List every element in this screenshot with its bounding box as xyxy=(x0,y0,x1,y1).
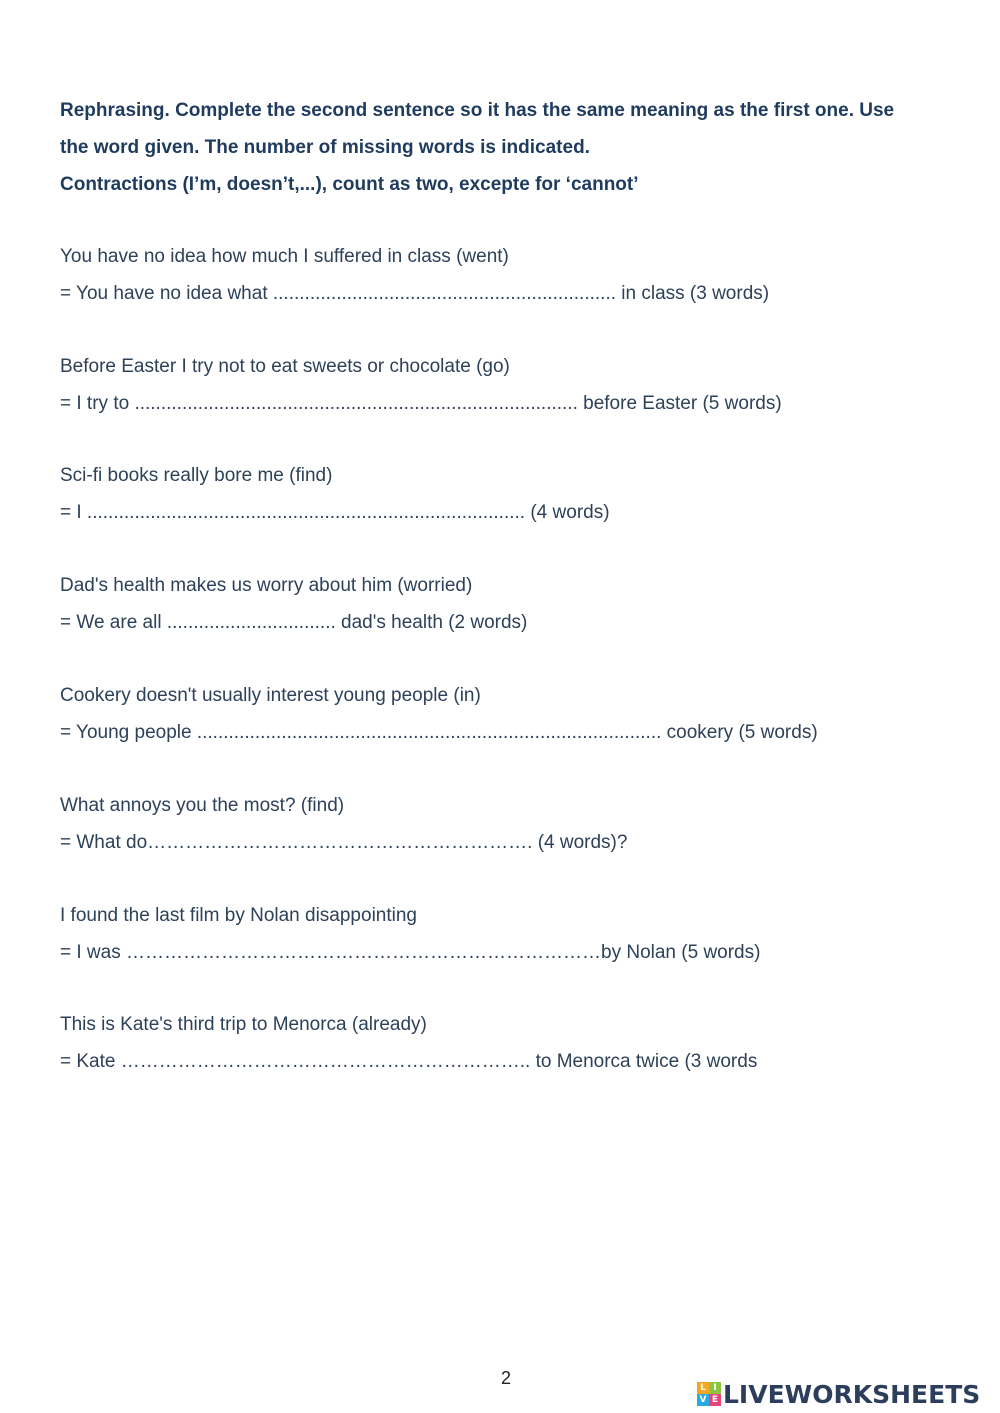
liveworksheets-logo-icon xyxy=(697,1382,721,1406)
logo-tile-i: I xyxy=(709,1382,721,1394)
exercise-4 xyxy=(60,567,527,641)
exercise-5 xyxy=(60,677,818,751)
exercise-6 xyxy=(60,787,627,861)
logo-tile-l: L xyxy=(697,1382,709,1394)
exercise-2 xyxy=(60,348,782,422)
exercise-answer-line[interactable]: = You have no idea what ................................................................. in class (3 words) xyxy=(60,283,770,304)
exercise-prompt: Dad's health makes us worry about him (worried) xyxy=(60,575,473,596)
liveworksheets-logo[interactable] xyxy=(697,1377,980,1411)
logo-tile-v: V xyxy=(697,1394,709,1406)
page-number: 2 xyxy=(500,1368,511,1388)
exercise-answer-line[interactable]: = Young people ........................................................................................ cookery (5 words) xyxy=(60,722,818,743)
logo-tile-e: E xyxy=(709,1394,721,1406)
instructions-line-2: the word given. The number of missing words is indicated. xyxy=(60,137,590,158)
exercise-prompt: Cookery doesn't usually interest young people (in) xyxy=(60,685,481,706)
exercise-prompt: What annoys you the most? (find) xyxy=(60,795,345,816)
exercise-answer-line[interactable]: = Kate ……………………………………………………….. to Menorca twice (3 words xyxy=(60,1051,758,1072)
exercise-8 xyxy=(60,1006,757,1080)
exercise-3 xyxy=(60,457,610,531)
exercise-1 xyxy=(60,238,769,312)
instructions-line-3: Contractions (I’m, doesn’t,...), count as two, excepte for ‘cannot’ xyxy=(60,174,639,195)
exercise-answer-line[interactable]: = What do……………………………………………………. (4 words)? xyxy=(60,832,628,853)
exercise-7 xyxy=(60,897,760,971)
exercise-prompt: Sci-fi books really bore me (find) xyxy=(60,465,333,486)
exercise-answer-line[interactable]: = I ................................................................................... (4 words) xyxy=(60,502,610,523)
exercise-prompt: I found the last film by Nolan disappointing xyxy=(60,905,417,926)
exercise-answer-line[interactable]: = I try to .................................................................................... before Easter (5 words) xyxy=(60,393,782,414)
exercise-prompt: Before Easter I try not to eat sweets or chocolate (go) xyxy=(60,356,510,377)
exercise-answer-line[interactable]: = We are all ................................ dad's health (2 words) xyxy=(60,612,528,633)
exercise-prompt: This is Kate's third trip to Menorca (already) xyxy=(60,1014,427,1035)
logo-text: LIVEWORKSHEETS xyxy=(723,1379,981,1409)
exercise-prompt: You have no idea how much I suffered in class (went) xyxy=(60,246,509,267)
exercise-answer-line[interactable]: = I was …………………………………………………………………by Nolan (5 words) xyxy=(60,942,761,963)
instructions-line-1: Rephrasing. Complete the second sentence so it has the same meaning as the first one. Use xyxy=(60,100,895,121)
instructions xyxy=(60,92,960,203)
